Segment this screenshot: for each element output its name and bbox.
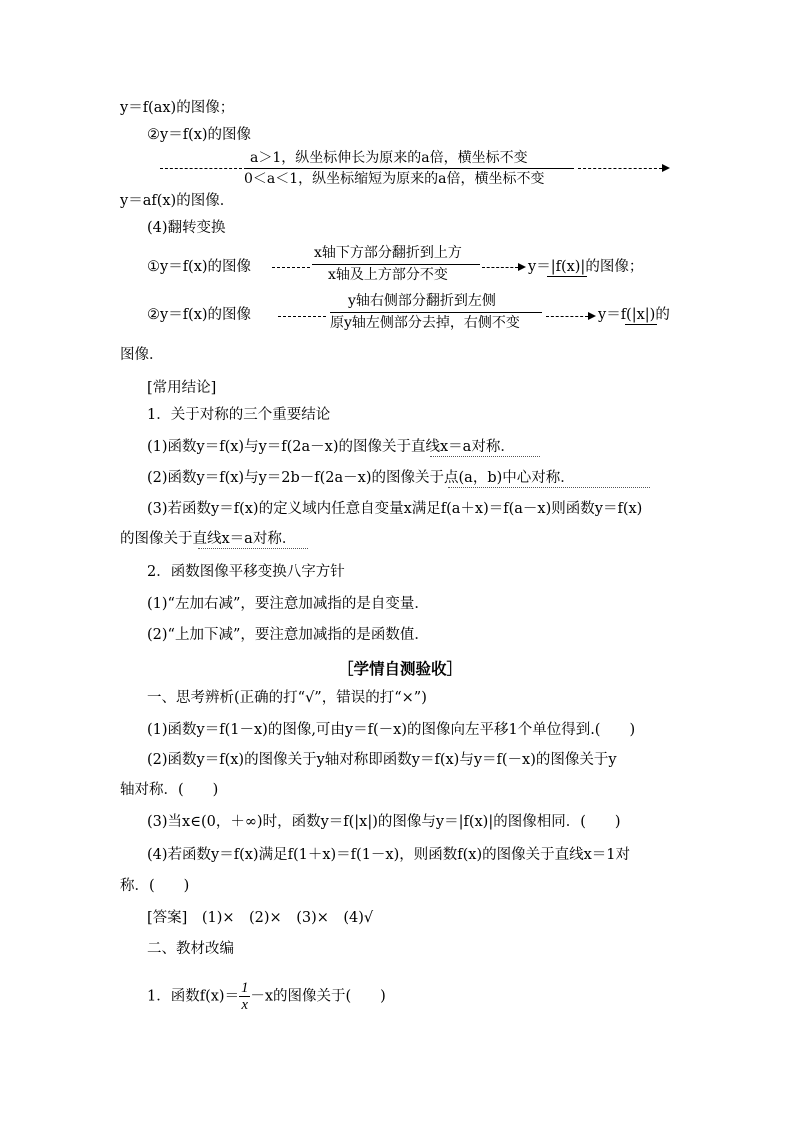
condition-divider — [312, 264, 480, 265]
line-flip-transform-heading: (4)翻转变换 — [147, 220, 226, 236]
flip1-right-text: y＝|f(x)|的图像； — [528, 259, 644, 275]
symmetry-heading: 1．关于对称的三个重要结论 — [147, 407, 331, 423]
dash-arrow-right — [546, 316, 588, 317]
symmetry-conclusion-1: (1)函数y＝f(x)与y＝f(2a－x)的图像关于直线x＝a对称． — [147, 439, 515, 455]
flip1-condition-bottom: x轴及上方部分不变 — [328, 267, 448, 283]
flip2-condition-bottom: 原y轴左侧部分去掉，右侧不变 — [330, 315, 520, 331]
flip1-condition-top: x轴下方部分翻折到上方 — [314, 245, 462, 261]
question-suffix: －x的图像关于( ) — [250, 988, 386, 1005]
judgement-question-4: (4)若函数y＝f(x)满足f(1＋x)＝f(1－x)，则函数f(x)的图像关于直线x＝1对 — [147, 847, 631, 863]
answer-line: [答案] (1)× (2)× (3)× (4)√ — [147, 910, 374, 926]
translation-heading: 2．函数图像平移变换八字方针 — [147, 564, 345, 580]
judgement-question-4-cont: 称．( ) — [120, 878, 190, 894]
condition-divider — [244, 168, 574, 169]
judgement-question-2-cont: 轴对称．( ) — [120, 782, 219, 798]
flip1-left-text: ①y＝f(x)的图像 — [147, 259, 252, 275]
stretch-condition-top: a＞1，纵坐标伸长为原来的a倍，横坐标不变 — [250, 150, 528, 166]
judgement-heading: 一、思考辨析(正确的打“√”，错误的打“×”) — [147, 690, 427, 706]
flip2-condition-top: y轴右侧部分翻折到左侧 — [348, 293, 496, 309]
fraction-denominator: x — [241, 997, 248, 1013]
symmetry-conclusion-3-cont: 的图像关于直线x＝a对称． — [120, 531, 297, 547]
section-title: ［学情自测验收］ — [338, 659, 463, 678]
line-y-f-ax: y＝f(ax)的图像； — [120, 100, 235, 116]
condition-divider — [330, 312, 542, 313]
arrow-head-icon — [588, 312, 596, 320]
underline — [448, 487, 650, 488]
dash-arrow-left — [272, 267, 310, 268]
translation-rule-1: (1)“左加右减”，要注意加减指的是自变量． — [147, 596, 429, 612]
line-y-af-x: y＝af(x)的图像． — [120, 193, 235, 209]
fraction-numerator: 1 — [241, 980, 249, 996]
symmetry-conclusion-3: (3)若函数y＝f(x)的定义域内任意自变量x满足f(a＋x)＝f(a－x)则函数y＝f(x) — [147, 501, 643, 517]
textbook-question-1 — [147, 980, 386, 1013]
flip2-right-text: y＝f(|x|)的 — [598, 307, 670, 323]
underline — [547, 276, 587, 277]
flip2-left-text: ②y＝f(x)的图像 — [147, 307, 252, 323]
line-item-2-graph: ②y＝f(x)的图像 — [147, 127, 252, 143]
question-prefix: 1．函数f(x)＝ — [147, 988, 240, 1005]
dash-arrow-left — [278, 316, 326, 317]
dash-arrow-right — [578, 168, 662, 169]
underline — [430, 456, 540, 457]
common-conclusions-heading: [常用结论] — [147, 380, 217, 396]
stretch-condition-bottom: 0＜a＜1，纵坐标缩短为原来的a倍，横坐标不变 — [244, 171, 545, 187]
dash-arrow-left — [160, 168, 242, 169]
arrow-head-icon — [518, 263, 526, 271]
underline — [198, 548, 308, 549]
line-graph-end: 图像． — [120, 347, 164, 363]
dash-arrow-right — [482, 267, 518, 268]
arrow-head-icon — [662, 164, 670, 172]
fraction — [239, 980, 250, 1013]
translation-rule-2: (2)“上加下减”，要注意加减指的是函数值． — [147, 627, 429, 643]
judgement-question-1: (1)函数y＝f(1－x)的图像,可由y＝f(－x)的图像向左平移1个单位得到.( ) — [147, 722, 636, 738]
judgement-question-2: (2)函数y＝f(x)的图像关于y轴对称即函数y＝f(x)与y＝f(－x)的图像关于y — [147, 752, 617, 768]
judgement-question-3: (3)当x∈(0，＋∞)时，函数y＝f(|x|)的图像与y＝|f(x)|的图像相同．( ) — [147, 814, 621, 830]
symmetry-conclusion-2: (2)函数y＝f(x)与y＝2b－f(2a－x)的图像关于点(a，b)中心对称． — [147, 470, 575, 486]
textbook-adaptation-heading: 二、教材改编 — [147, 941, 234, 957]
underline — [625, 324, 657, 325]
